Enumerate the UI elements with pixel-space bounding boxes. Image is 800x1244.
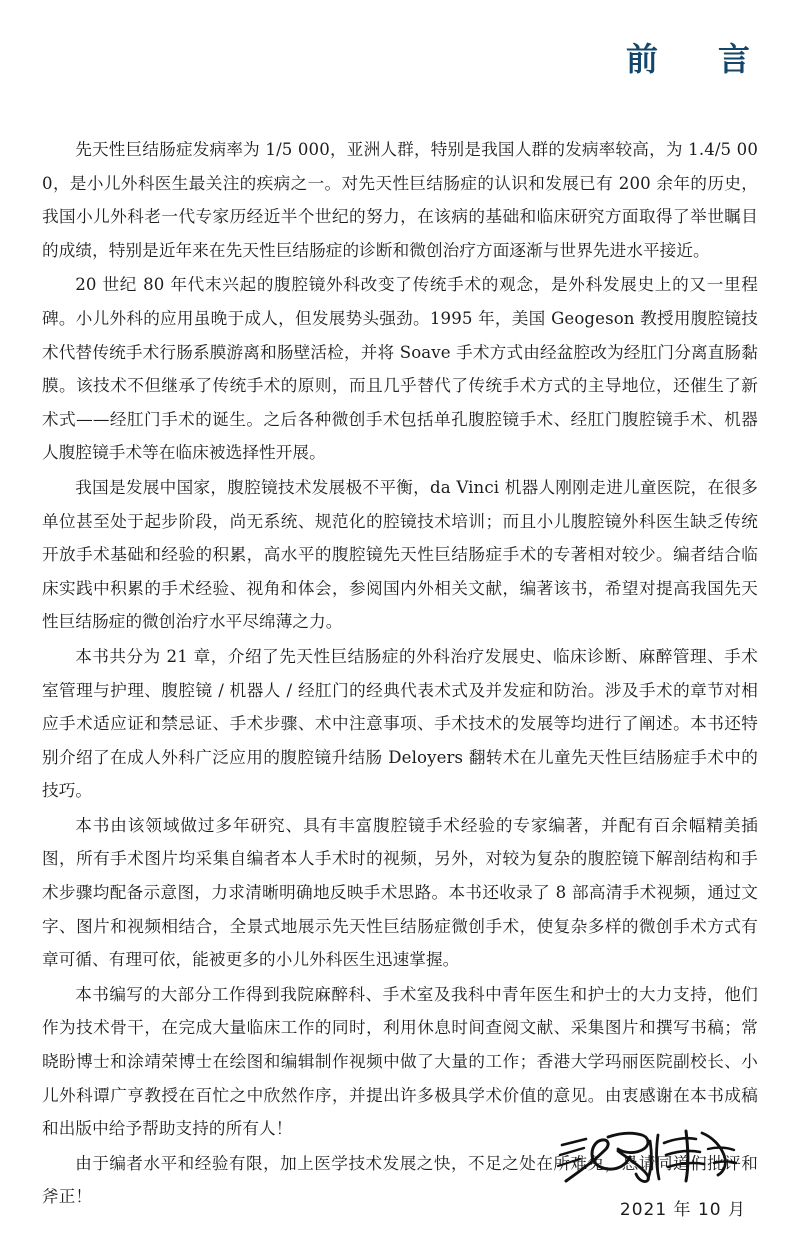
preface-body bbox=[42, 133, 758, 1215]
handwritten-signature-icon bbox=[546, 1119, 746, 1193]
paragraph-7: 由于编者水平和经验有限，加上医学技术发展之快，不足之处在所难免，恳请同道们批评和斧正！ bbox=[42, 1153, 758, 1207]
signature-block bbox=[500, 1119, 760, 1220]
paragraph-3: 我国是发展中国家，腹腔镜技术发展极不平衡，da Vinci 机器人刚刚走进儿童医院，在很多单位甚至处于起步阶段，尚无系统、规范化的腔镜技术培训；而且小儿腹腔镜外科医生缺乏传统开放手术基础和经验的积累，高水平的腹腔镜先天性巨结肠症手术的专著相对较少。编者结合临床实践中积累的手术经验、视角和体会，参阅国内外相关文献，编著该书，希望对提高我国先天性巨结肠症的微创治疗水平尽绵薄之力。 bbox=[42, 477, 758, 632]
paragraph-4: 本书共分为 21 章，介绍了先天性巨结肠症的外科治疗发展史、临床诊断、麻醉管理、手术室管理与护理、腹腔镜 / 机器人 / 经肛门的经典代表术式及并发症和防治。涉及手术的章节对相应手术适应证和禁忌证、手术步骤、术中注意事项、手术技术的发展等均进行了阐述。本书还特别介绍了在成人外科广泛应用的腹腔镜升结肠 Deloyers 翻转术在儿童先天性巨结肠症手术中的技巧。 bbox=[42, 646, 758, 801]
page-title: 前 言 bbox=[625, 40, 764, 78]
paragraph-1: 先天性巨结肠症发病率为 1/5 000，亚洲人群，特别是我国人群的发病率较高，为 1.4/5 000，是小儿外科医生最关注的疾病之一。对先天性巨结肠症的认识和发展已有 200 余年的历史，我国小儿外科老一代专家历经近半个世纪的努力，在该病的基础和临床研究方面取得了举世瞩目的成绩，特别是近年来在先天性巨结肠症的诊断和微创治疗方面逐渐与世界先进水平接近。 bbox=[42, 140, 758, 260]
paragraph-6: 本书编写的大部分工作得到我院麻醉科、手术室及我科中青年医生和护士的大力支持，他们作为技术骨干，在完成大量临床工作的同时，利用休息时间查阅文献、采集图片和撰写书稿；常晓盼博士和涂靖荣博士在绘图和编辑制作视频中做了大量的工作；香港大学玛丽医院副校长、小儿外科谭广亨教授在百忙之中欣然作序，并提出许多极具学术价值的意见。由衷感谢在本书成稿和出版中给予帮助支持的所有人！ bbox=[42, 984, 758, 1139]
paragraph-2: 20 世纪 80 年代末兴起的腹腔镜外科改变了传统手术的观念，是外科发展史上的又一里程碑。小儿外科的应用虽晚于成人，但发展势头强劲。1995 年，美国 Geogeson 教授用腹腔镜技术代替传统手术行肠系膜游离和肠壁活检，并将 Soave 手术方式由经盆腔改为经肛门分离直肠黏膜。该技术不但继承了传统手术的原则，而且几乎替代了传统手术方式的主导地位，还催生了新术式——经肛门手术的诞生。之后各种微创手术包括单孔腹腔镜手术、经肛门腹腔镜手术、机器人腹腔镜手术等在临床被选择性开展。 bbox=[42, 275, 758, 463]
signature-date: 2021 年 10 月 bbox=[619, 1200, 746, 1220]
paragraph-5: 本书由该领域做过多年研究、具有丰富腹腔镜手术经验的专家编著，并配有百余幅精美插图，所有手术图片均采集自编者本人手术时的视频，另外，对较为复杂的腹腔镜下解剖结构和手术步骤均配备示意图，力求清晰明确地反映手术思路。本书还收录了 8 部高清手术视频，通过文字、图片和视频相结合，全景式地展示先天性巨结肠症微创手术，使复杂多样的微创手术方式有章可循、有理可依，能被更多的小儿外科医生迅速掌握。 bbox=[42, 815, 758, 970]
